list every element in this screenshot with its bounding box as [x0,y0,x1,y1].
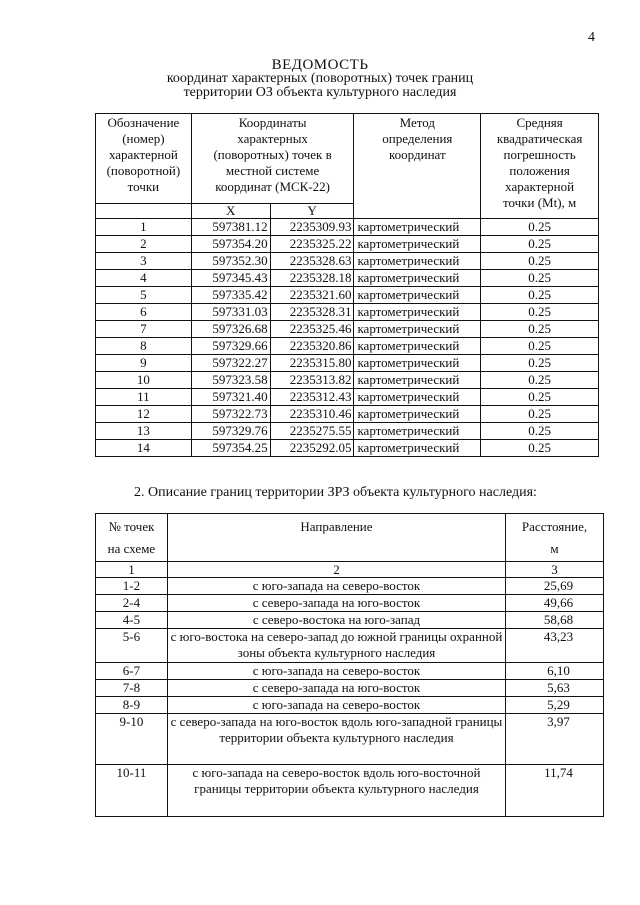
y-cell: 2235325.46 [270,321,354,338]
header-method-line: определения [382,131,453,146]
x-cell: 597345.43 [191,270,270,287]
error-cell: 0.25 [481,304,599,321]
point-cell: 9 [96,355,192,372]
header-point-id-line: точки [127,179,160,194]
header-coordinates-line: Координаты [238,115,307,130]
distance-cell: 5,29 [506,697,604,714]
direction-cell: с северо-запада на юго-восток вдоль юго-западной границы территории объекта культурного наследия [167,714,505,765]
method-cell: картометрический [354,270,481,287]
distance-cell: 49,66 [506,595,604,612]
direction-row [96,612,604,629]
point-cell: 14 [96,440,192,457]
error-cell: 0.25 [481,287,599,304]
x-cell: 597322.27 [191,355,270,372]
points-cell: 9-10 [96,714,168,765]
x-cell: 597329.76 [191,423,270,440]
distance-cell: 6,10 [506,663,604,680]
coord-row [96,338,599,355]
header-distance [506,514,604,562]
y-cell: 2235328.18 [270,270,354,287]
coord-row [96,389,599,406]
header-y: Y [270,204,354,219]
point-cell: 3 [96,253,192,270]
point-cell: 5 [96,287,192,304]
header-coordinates-line: характерных [237,131,308,146]
coordinates-table [95,113,599,457]
section-2-heading: 2. Описание границ территории ЗРЗ объекта культурного наследия: [134,485,537,500]
x-cell: 597331.03 [191,304,270,321]
coord-row [96,372,599,389]
direction-row [96,765,604,817]
x-cell: 597329.66 [191,338,270,355]
header-error-line: Средняя [516,115,563,130]
y-cell: 2235292.05 [270,440,354,457]
point-cell: 6 [96,304,192,321]
header-coordinates [191,114,354,204]
distance-cell: 5,63 [506,680,604,697]
coord-row [96,304,599,321]
distance-cell: 25,69 [506,578,604,595]
header-point-id-cont [96,204,192,219]
distance-cell: 11,74 [506,765,604,817]
direction-row [96,680,604,697]
method-cell: картометрический [354,253,481,270]
points-cell: 1-2 [96,578,168,595]
header-points-line: № точек [108,519,155,534]
x-cell: 597354.20 [191,236,270,253]
error-cell: 0.25 [481,321,599,338]
points-cell: 6-7 [96,663,168,680]
error-cell: 0.25 [481,389,599,406]
direction-row [96,663,604,680]
coord-row [96,321,599,338]
method-cell: картометрический [354,321,481,338]
header-point-id-line: (поворотной) [106,163,181,178]
header-point-id [96,114,192,204]
points-cell: 8-9 [96,697,168,714]
method-cell: картометрический [354,338,481,355]
x-cell: 597335.42 [191,287,270,304]
header-coordinates-line: местной системе [225,163,320,178]
header-error-line: характерной [505,179,575,194]
error-cell: 0.25 [481,270,599,287]
y-cell: 2235310.46 [270,406,354,423]
point-cell: 12 [96,406,192,423]
direction-cell: с юго-запада на северо-восток [167,663,505,680]
direction-cell: с северо-востока на юго-запад [167,612,505,629]
method-cell: картометрический [354,372,481,389]
points-cell: 2-4 [96,595,168,612]
y-cell: 2235313.82 [270,372,354,389]
error-cell: 0.25 [481,236,599,253]
x-cell: 597322.73 [191,406,270,423]
header-direction: Направление [167,514,505,562]
error-cell: 0.25 [481,219,599,236]
point-cell: 7 [96,321,192,338]
method-cell: картометрический [354,219,481,236]
header-error-line: положения [509,163,570,178]
x-cell: 597323.58 [191,372,270,389]
direction-row [96,697,604,714]
y-cell: 2235312.43 [270,389,354,406]
point-cell: 13 [96,423,192,440]
header-coordinates-line: (поворотных) точек в [213,147,332,162]
header-distance-line: Расстояние, [521,519,588,534]
coord-row [96,236,599,253]
points-cell: 10-11 [96,765,168,817]
header-point-id-line: Обозначение [107,115,180,130]
point-cell: 2 [96,236,192,253]
y-cell: 2235328.31 [270,304,354,321]
method-cell: картометрический [354,355,481,372]
header-points [96,514,168,562]
header-col-number-2: 2 [167,562,505,578]
coord-row [96,219,599,236]
header-distance-line: м [550,541,559,556]
point-cell: 10 [96,372,192,389]
coord-row [96,406,599,423]
method-cell: картометрический [354,304,481,321]
y-cell: 2235321.60 [270,287,354,304]
coord-row [96,423,599,440]
direction-cell: с юго-запада на северо-восток [167,578,505,595]
error-cell: 0.25 [481,406,599,423]
method-cell: картометрический [354,406,481,423]
header-points-line: на схеме [107,541,156,556]
method-cell: картометрический [354,423,481,440]
title-line-1: координат характерных (поворотных) точек границ [166,71,474,86]
header-error [481,114,599,219]
header-error-line: точки (Mt), м [502,195,577,210]
point-cell: 4 [96,270,192,287]
error-cell: 0.25 [481,440,599,457]
direction-cell: с юго-запада на северо-восток [167,697,505,714]
y-cell: 2235275.55 [270,423,354,440]
x-cell: 597354.25 [191,440,270,457]
header-method [354,114,481,219]
point-cell: 1 [96,219,192,236]
coord-row [96,253,599,270]
point-cell: 8 [96,338,192,355]
error-cell: 0.25 [481,372,599,389]
header-point-id-line: (номер) [122,131,165,146]
y-cell: 2235325.22 [270,236,354,253]
y-cell: 2235328.63 [270,253,354,270]
points-cell: 5-6 [96,629,168,663]
y-cell: 2235309.93 [270,219,354,236]
method-cell: картометрический [354,440,481,457]
header-method-line: координат [389,147,446,162]
title-main: ВЕДОМОСТЬ [271,57,369,73]
title-line-2: территории ОЗ объекта культурного наследия [183,85,457,100]
direction-cell: с юго-запада на северо-восток вдоль юго-восточной границы территории объекта культурного наследия [167,765,505,817]
method-cell: картометрический [354,236,481,253]
header-col-number-3: 3 [506,562,604,578]
header-error-line: погрешность [503,147,576,162]
error-cell: 0.25 [481,253,599,270]
x-cell: 597326.68 [191,321,270,338]
direction-row [96,595,604,612]
direction-cell: с северо-запада на юго-восток [167,595,505,612]
direction-cell: с юго-востока на северо-запад до южной границы охранной зоны объекта культурного наследия [167,629,505,663]
header-coordinates-line: координат (МСК-22) [215,179,330,194]
page-number: 4 [588,30,595,45]
direction-row [96,578,604,595]
coord-row [96,270,599,287]
x-cell: 597321.40 [191,389,270,406]
header-point-id-line: характерной [108,147,178,162]
header-x: X [191,204,270,219]
coord-row [96,355,599,372]
direction-cell: с северо-запада на юго-восток [167,680,505,697]
error-cell: 0.25 [481,423,599,440]
x-cell: 597381.12 [191,219,270,236]
error-cell: 0.25 [481,355,599,372]
header-error-line: квадратическая [496,131,583,146]
distance-cell: 3,97 [506,714,604,765]
method-cell: картометрический [354,389,481,406]
error-cell: 0.25 [481,338,599,355]
direction-row [96,714,604,765]
points-cell: 7-8 [96,680,168,697]
header-col-number-1: 1 [96,562,168,578]
coord-row [96,440,599,457]
direction-row [96,629,604,663]
y-cell: 2235320.86 [270,338,354,355]
document-title [0,58,640,100]
header-method-line: Метод [399,115,436,130]
method-cell: картометрический [354,287,481,304]
distance-cell: 58,68 [506,612,604,629]
points-cell: 4-5 [96,612,168,629]
distance-cell: 43,23 [506,629,604,663]
boundary-description-table [95,513,604,817]
y-cell: 2235315.80 [270,355,354,372]
coord-row [96,287,599,304]
point-cell: 11 [96,389,192,406]
x-cell: 597352.30 [191,253,270,270]
